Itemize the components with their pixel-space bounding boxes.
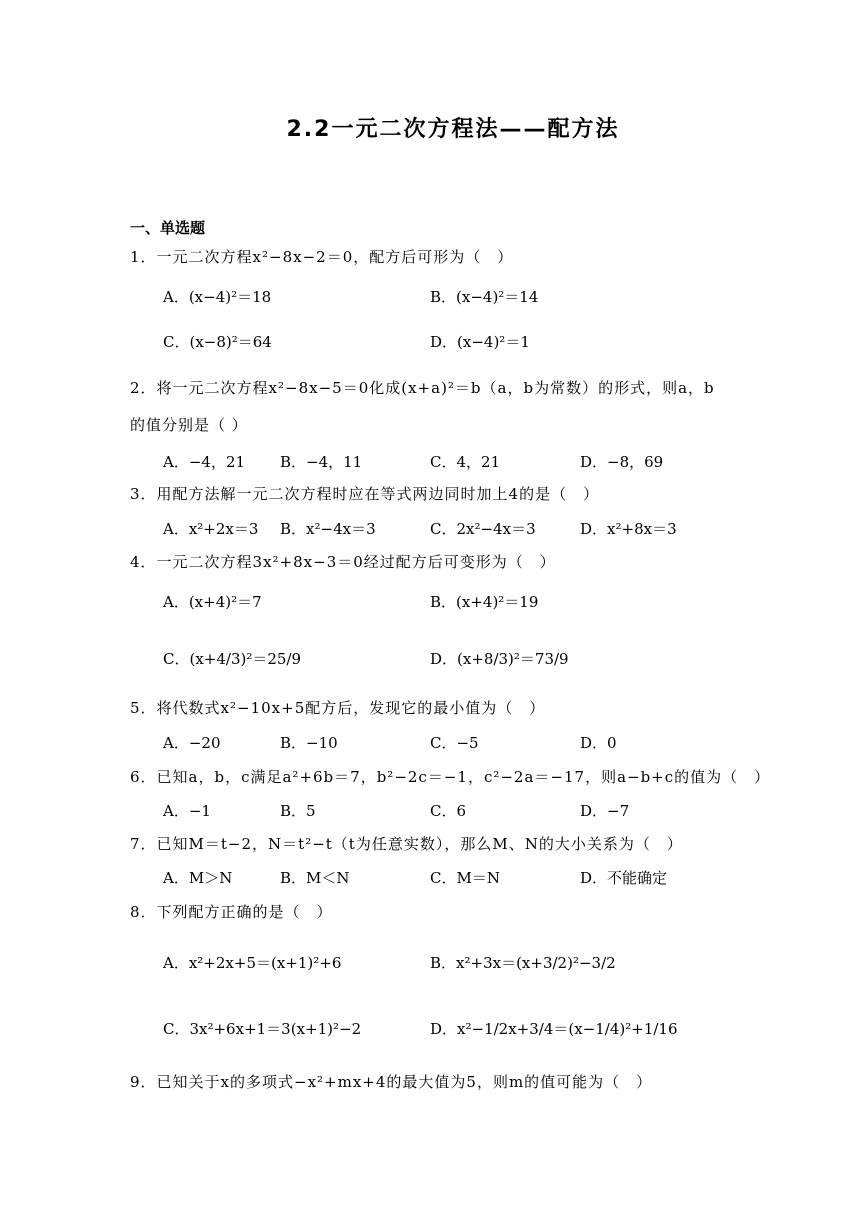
question-5-option-d: D．0	[580, 734, 617, 752]
page-title: 2.2一元二次方程法——配方法	[286, 117, 620, 142]
question-7-stem: 7．已知M＝t−2，N＝t²−t（t为任意实数），那么M、N的大小关系为（ ）	[130, 835, 683, 853]
question-6-stem: 6．已知a，b，c满足a²+6b＝7，b²−2c＝−1，c²−2a＝−17，则a−b+c的值为（ ）	[130, 768, 771, 786]
section-heading: 一、单选题	[130, 219, 206, 237]
question-1-option-d: D．(x−4)²＝1	[430, 333, 530, 351]
question-2-stem: 2．将一元二次方程x²−8x−5＝0化成(x+a)²＝b（a，b为常数）的形式，则a，b	[130, 379, 715, 397]
question-7-option-a: A．M＞N	[163, 869, 233, 887]
question-5-option-b: B．−10	[280, 734, 338, 752]
question-8-stem: 8．下列配方正确的是（ ）	[130, 903, 333, 921]
question-1-option-b: B．(x−4)²＝14	[430, 288, 539, 306]
question-8-option-d: D．x²−1/2x+3/4＝(x−1/4)²+1/16	[430, 1020, 678, 1038]
question-2-option-b: B．−4，11	[280, 453, 363, 471]
question-6-option-b: B．5	[280, 802, 316, 820]
question-2-option-c: C．4，21	[430, 453, 501, 471]
question-3-stem: 3．用配方法解一元二次方程时应在等式两边同时加上4的是（ ）	[130, 485, 600, 503]
question-5-stem: 5．将代数式x²−10x+5配方后，发现它的最小值为（ ）	[130, 699, 546, 717]
question-1-option-c: C．(x−8)²＝64	[163, 333, 272, 351]
question-3-option-a: A．x²+2x＝3	[163, 520, 259, 538]
question-2-option-d: D．−8，69	[580, 453, 664, 471]
question-9-stem: 9．已知关于x的多项式−x²+mx+4的最大值为5，则m的值可能为（ ）	[130, 1073, 653, 1091]
question-3-option-b: B．x²−4x＝3	[280, 520, 376, 538]
question-4-option-b: B．(x+4)²＝19	[430, 593, 539, 611]
question-5-option-c: C．−5	[430, 734, 479, 752]
question-4-option-c: C．(x+4/3)²＝25/9	[163, 650, 302, 668]
question-1-option-a: A．(x−4)²＝18	[163, 288, 272, 306]
question-4-option-d: D．(x+8/3)²＝73/9	[430, 650, 569, 668]
question-4-stem: 4．一元二次方程3x²+8x−3＝0经过配方后可变形为（ ）	[130, 553, 556, 571]
question-6-option-c: C．6	[430, 802, 467, 820]
question-1-stem: 1．一元二次方程x²−8x−2＝0，配方后可形为（ ）	[130, 248, 514, 266]
question-7-option-c: C．M＝N	[430, 869, 500, 887]
question-2-option-a: A．−4，21	[163, 453, 246, 471]
question-5-option-a: A．−20	[163, 734, 221, 752]
question-6-option-a: A．−1	[163, 802, 211, 820]
question-8-option-b: B．x²+3x＝(x+3/2)²−3/2	[430, 954, 616, 972]
question-4-option-a: A．(x+4)²＝7	[163, 593, 262, 611]
question-7-option-d: D．不能确定	[580, 869, 668, 887]
question-6-option-d: D．−7	[580, 802, 630, 820]
question-2-stem-continued: 的值分别是（ ）	[130, 416, 248, 434]
question-8-option-a: A．x²+2x+5＝(x+1)²+6	[163, 954, 342, 972]
question-7-option-b: B．M＜N	[280, 869, 350, 887]
question-8-option-c: C．3x²+6x+1＝3(x+1)²−2	[163, 1020, 362, 1038]
question-3-option-d: D．x²+8x＝3	[580, 520, 677, 538]
question-3-option-c: C．2x²−4x＝3	[430, 520, 536, 538]
